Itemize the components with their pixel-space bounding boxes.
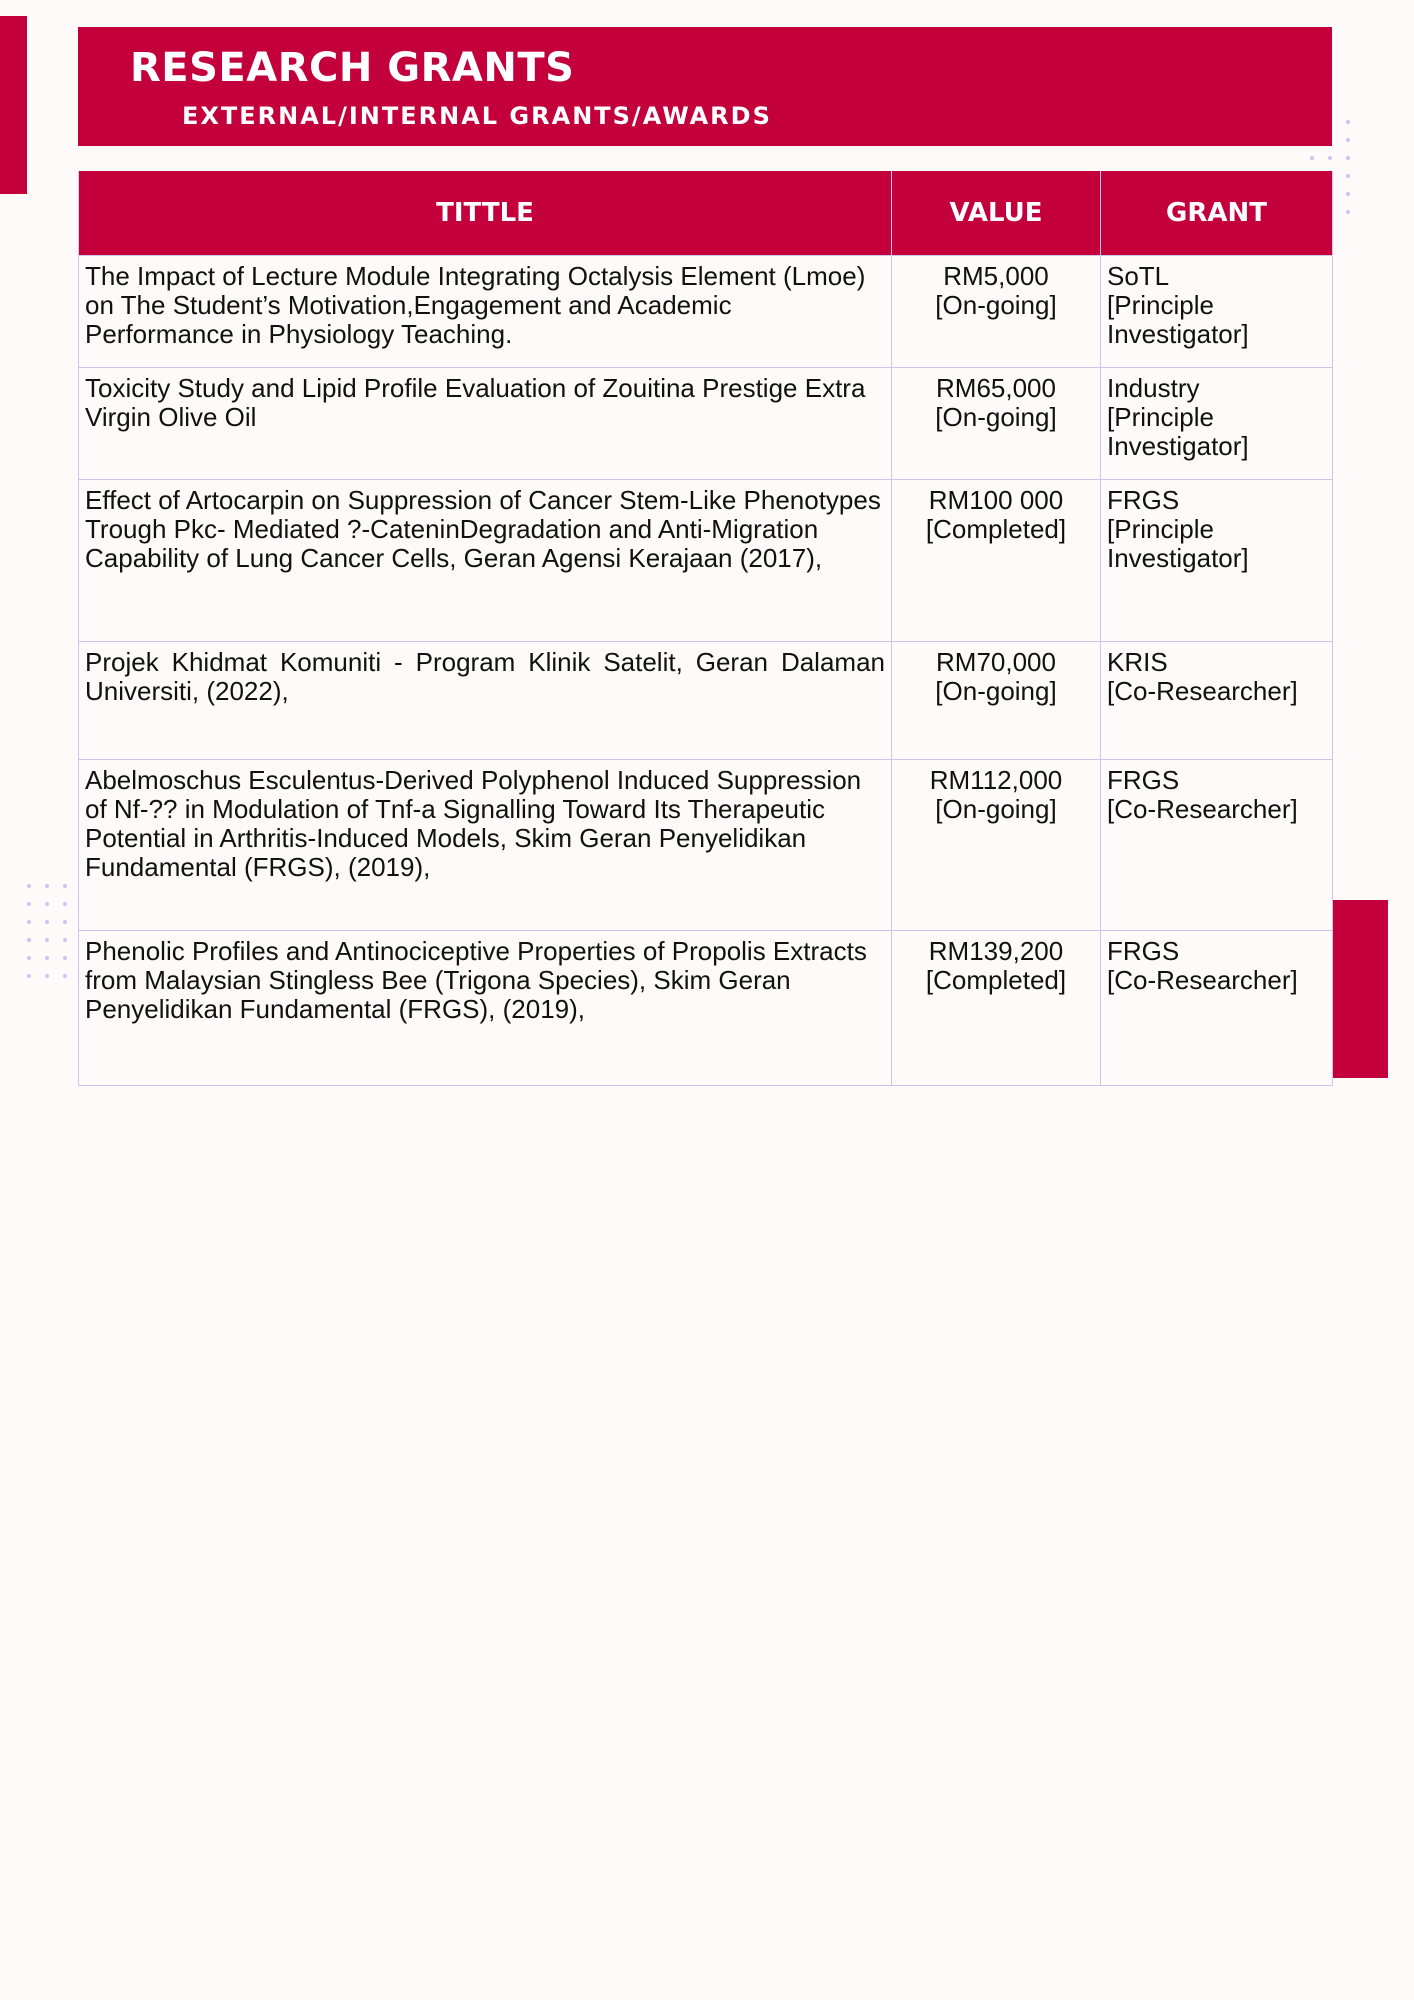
table-row (79, 256, 1333, 368)
grant-status: [Completed] (925, 514, 1067, 544)
grant-amount: RM100 000 (928, 485, 1064, 515)
grant-title-cell: Toxicity Study and Lipid Profile Evaluation of Zouitina Prestige Extra Virgin Olive Oil (79, 368, 892, 480)
table-row (79, 931, 1333, 1086)
grant-type: SoTL (1107, 261, 1170, 291)
right-accent-bar (1331, 900, 1388, 1078)
decorative-dot-grid-left (27, 884, 67, 978)
left-accent-bar (0, 16, 27, 194)
grant-role: [Co-Researcher] (1107, 794, 1298, 824)
grant-status: [On-going] (935, 402, 1057, 432)
table-row (79, 480, 1333, 642)
column-header-value: VALUE (892, 171, 1101, 256)
grant-value-cell (892, 760, 1101, 931)
grant-type-cell (1101, 480, 1333, 642)
table-row (79, 760, 1333, 931)
grant-role: [Principle Investigator] (1107, 290, 1249, 349)
grant-status: [On-going] (935, 290, 1057, 320)
grant-type-cell (1101, 760, 1333, 931)
grant-amount: RM5,000 (943, 261, 1049, 291)
grant-title-cell: Effect of Artocarpin on Suppression of Cancer Stem-Like Phenotypes Trough Pkc- Mediated ?-CateninDegradation and Anti-Migration Capability of Lung Cancer Cells, Geran Agensi Kerajaan (2017), (79, 480, 892, 642)
grant-amount: RM112,000 (929, 765, 1063, 795)
grant-amount: RM65,000 (936, 373, 1056, 403)
table-header-row (79, 171, 1333, 256)
grant-type: KRIS (1107, 647, 1168, 677)
grant-value-cell (892, 931, 1101, 1086)
grant-type: FRGS (1107, 485, 1180, 515)
table-row (79, 642, 1333, 760)
grant-type: Industry (1107, 373, 1200, 403)
grant-role: [Principle Investigator] (1107, 402, 1249, 461)
grant-status: [Completed] (925, 965, 1067, 995)
grant-role: [Principle Investigator] (1107, 514, 1249, 573)
grant-title-cell: Projek Khidmat Komuniti - Program Klinik Satelit, Geran Dalaman Universiti, (2022), (79, 642, 892, 760)
grant-type-cell (1101, 642, 1333, 760)
grant-value-cell (892, 642, 1101, 760)
grant-role: [Co-Researcher] (1107, 965, 1298, 995)
grant-title-cell: The Impact of Lecture Module Integrating Octalysis Element (Lmoe) on The Student’s Motivation,Engagement and Academic Performance in Physiology Teaching. (79, 256, 892, 368)
header-banner (78, 27, 1332, 146)
grant-amount: RM139,200 (928, 936, 1064, 966)
grant-value-cell (892, 256, 1101, 368)
table-row (79, 368, 1333, 480)
grant-type-cell (1101, 931, 1333, 1086)
grant-title-cell: Abelmoschus Esculentus-Derived Polyphenol Induced Suppression of Nf-?? in Modulation of Tnf-a Signalling Toward Its Therapeutic Potential in Arthritis-Induced Models, Skim Geran Penyelidikan Fundamental (FRGS), (2019), (79, 760, 892, 931)
grant-role: [Co-Researcher] (1107, 676, 1298, 706)
grant-value-cell (892, 480, 1101, 642)
grant-amount: RM70,000 (936, 647, 1056, 677)
grant-type-cell (1101, 256, 1333, 368)
grant-value-cell (892, 368, 1101, 480)
page-subtitle: EXTERNAL/INTERNAL GRANTS/AWARDS (182, 102, 772, 130)
column-header-grant: GRANT (1101, 171, 1333, 256)
page-title: RESEARCH GRANTS (130, 45, 575, 91)
grant-status: [On-going] (935, 676, 1057, 706)
grant-type-cell (1101, 368, 1333, 480)
column-header-title: TITTLE (79, 171, 892, 256)
grant-status: [On-going] (935, 794, 1057, 824)
grant-type: FRGS (1107, 936, 1180, 966)
grant-type: FRGS (1107, 765, 1180, 795)
grant-title-cell: Phenolic Profiles and Antinociceptive Properties of Propolis Extracts from Malaysian Stingless Bee (Trigona Species), Skim Geran Penyelidikan Fundamental (FRGS), (2019), (79, 931, 892, 1086)
grants-table (78, 171, 1333, 1086)
